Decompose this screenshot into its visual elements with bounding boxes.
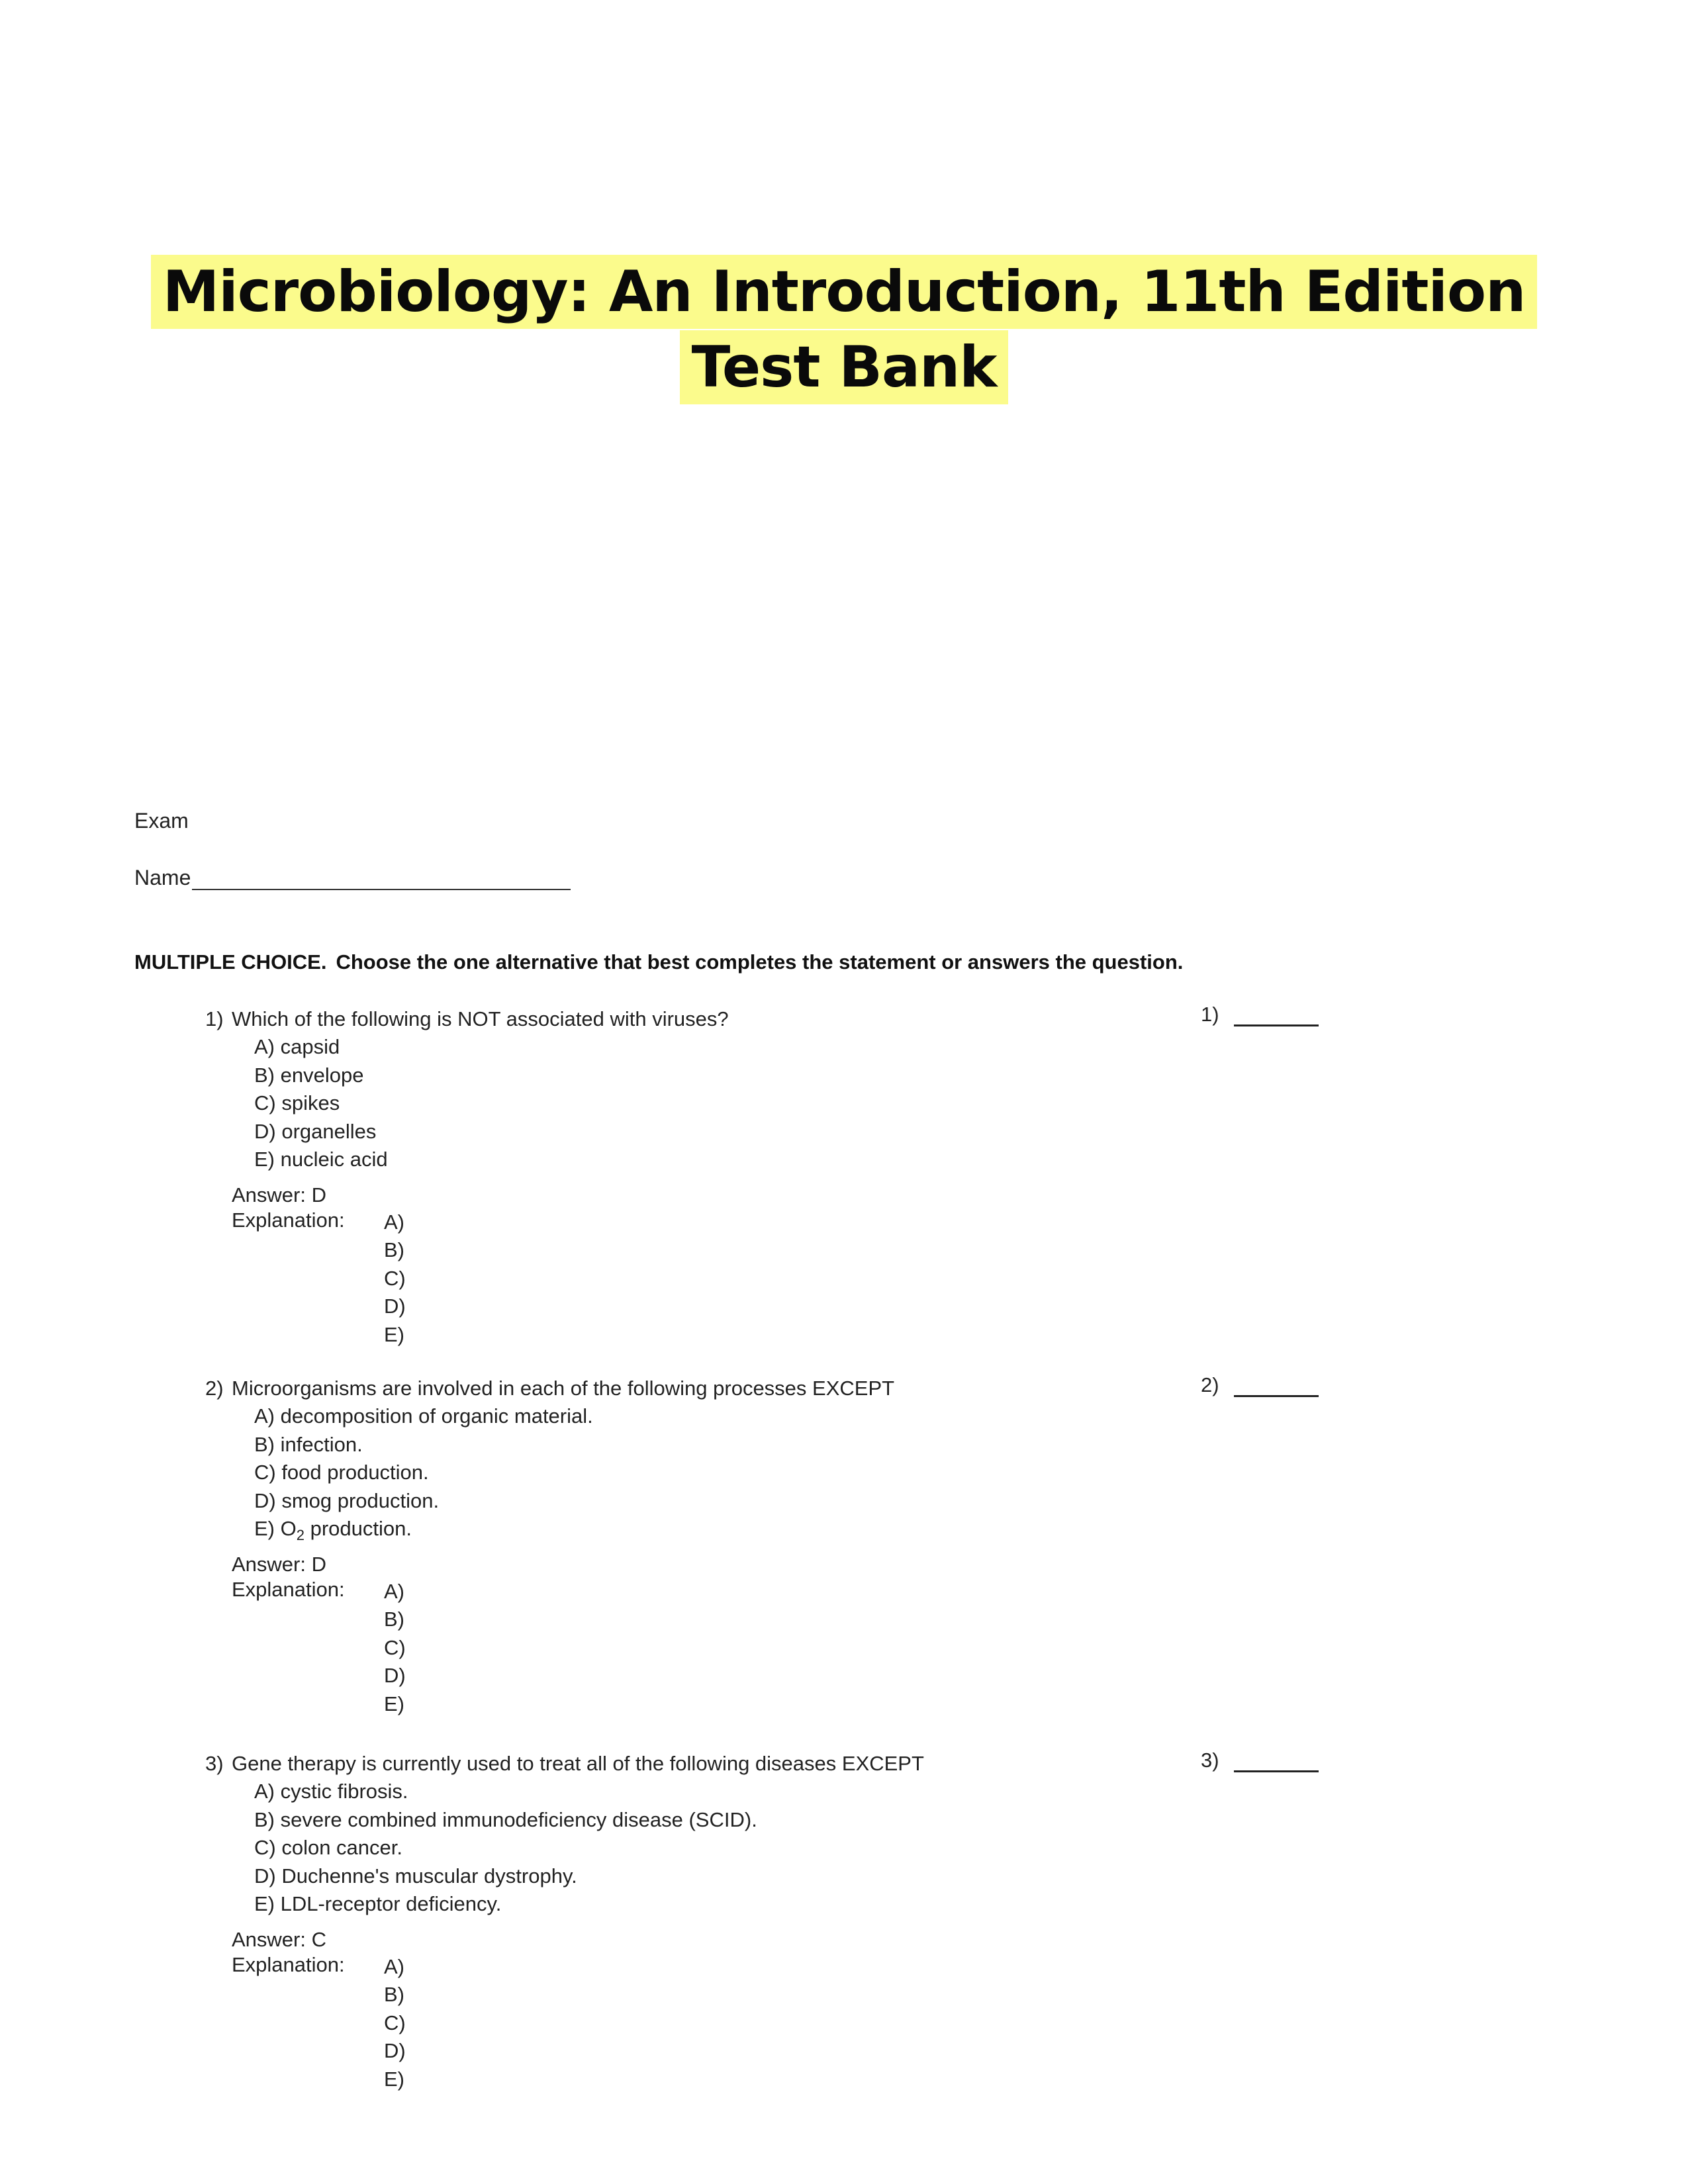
explanation-letters xyxy=(384,1953,406,2094)
explanation-letters xyxy=(384,1208,406,1349)
explanation-letter: A) xyxy=(384,1210,404,1234)
option-item: B) infection. xyxy=(254,1432,363,1456)
explanation-letter: D) xyxy=(384,1664,406,1687)
explanation-label: Explanation: xyxy=(232,1208,345,1232)
answer-text: Answer: D xyxy=(232,1552,326,1576)
question-stem xyxy=(205,1005,1331,1033)
answer-text: Answer: D xyxy=(232,1183,326,1206)
answer-block xyxy=(232,1182,1331,1349)
answer-blank-line xyxy=(1234,1753,1319,1772)
document-title xyxy=(0,255,1688,404)
answer-blank-label: 3) xyxy=(1201,1749,1219,1772)
explanation-letter: B) xyxy=(384,1608,404,1631)
name-field xyxy=(134,866,571,890)
option-list xyxy=(254,1033,1331,1174)
explanation-letter: C) xyxy=(384,2011,406,2034)
answer-blank-line xyxy=(1234,1378,1319,1397)
answer-block xyxy=(232,1551,1331,1719)
section-instruction: Choose the one alternative that best completes the statement or answers the question. xyxy=(336,950,1184,974)
option-item: B) severe combined immunodeficiency disease (SCID). xyxy=(254,1807,757,1831)
explanation-letter: E) xyxy=(384,2067,404,2091)
answer-text: Answer: C xyxy=(232,1927,326,1951)
answer-blank-3 xyxy=(1201,1749,1319,1772)
exam-label: Exam xyxy=(134,809,189,833)
option-item: D) smog production. xyxy=(254,1488,440,1512)
question-stem xyxy=(205,1375,1331,1402)
question-text: Gene therapy is currently used to treat all of the following diseases EXCEPT xyxy=(232,1752,924,1775)
option-item: E) LDL-receptor deficiency. xyxy=(254,1892,502,1915)
question-number: 3) xyxy=(205,1752,224,1775)
explanation xyxy=(232,1578,1331,1719)
answer-blank-2 xyxy=(1201,1373,1319,1397)
answer-blank-line xyxy=(1234,1007,1319,1026)
option-item: E) $O_2$ production. xyxy=(254,1517,412,1544)
explanation-letter: E) xyxy=(384,1322,404,1346)
explanation-letter: A) xyxy=(384,1579,404,1603)
answer-blank-1 xyxy=(1201,1003,1319,1026)
answer-blank-label: 2) xyxy=(1201,1373,1219,1396)
explanation-letter: B) xyxy=(384,1238,404,1261)
name-label: Name xyxy=(134,866,191,889)
explanation-letter: E) xyxy=(384,1692,404,1715)
explanation-letter: D) xyxy=(384,1295,406,1318)
explanation-letter: D) xyxy=(384,2039,406,2062)
question-stem xyxy=(205,1750,1331,1778)
section-heading-lead: MULTIPLE CHOICE. xyxy=(134,950,327,974)
option-item: B) envelope xyxy=(254,1063,364,1087)
option-list xyxy=(254,1778,1331,1919)
explanation-letter: C) xyxy=(384,1635,406,1659)
option-item: A) cystic fibrosis. xyxy=(254,1780,408,1803)
explanation-letter: B) xyxy=(384,1983,404,2006)
question-text: Which of the following is NOT associated with viruses? xyxy=(232,1007,729,1030)
title-line-1: Microbiology: An Introduction, 11th Edition xyxy=(151,255,1538,329)
option-item: C) food production. xyxy=(254,1461,429,1484)
explanation xyxy=(232,1208,1331,1349)
question-number: 2) xyxy=(205,1377,224,1400)
answer-blank-label: 1) xyxy=(1201,1003,1219,1026)
name-blank-line xyxy=(192,869,571,890)
option-item: D) Duchenne's muscular dystrophy. xyxy=(254,1864,577,1888)
option-item: A) decomposition of organic material. xyxy=(254,1404,593,1428)
answer-block xyxy=(232,1927,1331,2094)
option-list xyxy=(254,1402,1331,1543)
explanation-letter: C) xyxy=(384,1266,406,1290)
option-item: C) colon cancer. xyxy=(254,1836,402,1859)
question-number: 1) xyxy=(205,1007,224,1030)
explanation xyxy=(232,1953,1331,2094)
explanation-label: Explanation: xyxy=(232,1952,345,1976)
option-item: D) organelles xyxy=(254,1119,377,1143)
question-text: Microorganisms are involved in each of the following processes EXCEPT xyxy=(232,1377,895,1400)
option-item: E) nucleic acid xyxy=(254,1148,388,1171)
question-2 xyxy=(205,1375,1331,1718)
explanation-letter: A) xyxy=(384,1954,404,1978)
option-item: C) spikes xyxy=(254,1091,340,1115)
title-line-2: Test Bank xyxy=(680,330,1009,404)
section-heading xyxy=(134,950,1183,974)
explanation-label: Explanation: xyxy=(232,1577,345,1601)
option-item: A) capsid xyxy=(254,1035,340,1058)
question-3 xyxy=(205,1750,1331,2093)
explanation-letters xyxy=(384,1578,406,1719)
question-1 xyxy=(205,1005,1331,1349)
